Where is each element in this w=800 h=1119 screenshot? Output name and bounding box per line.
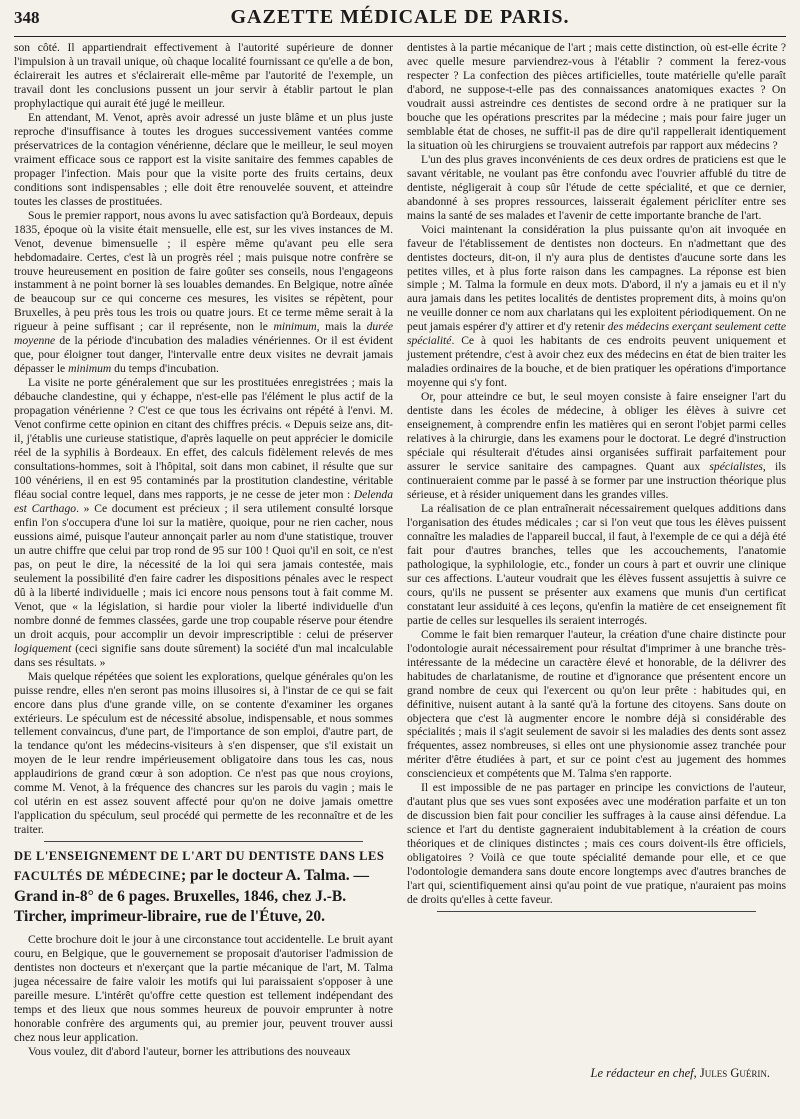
- paragraph: son côté. Il appartiendrait effectivement à l'autorité supérieure de donner l'impulsion à un travail unique, où chaque localité fournissant ce qu'elle a de bon, éclairerait les autres et s'éclairerait elle-même par l'autorité de l'exemple, un travail dont les conclusions pussent un jour servir à établir partout le plan prophylactique qui aurait été jugé le meilleur.: [14, 41, 393, 110]
- left-column: [14, 41, 393, 1059]
- page-header: [14, 6, 786, 37]
- paragraph: La réalisation de ce plan entraînerait nécessairement quelques additions dans l'organisation des études médicales ; car si l'on veut que tous les élèves puissent connaître les maladies de l'appareil buccal, il faut, à l'exemple de ce qui a déjà été fait pour d'autres branches, telles que les accouchements, l'anatomie pathologique, la syphilologie, etc., fonder un cours à part et ouvrir une clinique sur ces affections. L'auteur voudrait que les élèves fussent assujettis à suivre ce cours, qu'ils ne pussent se présenter aux examens que munis d'un certificat constatant leur assiduité à ces leçons, qu'enfin la matière de cet enseignement fît partie de celles sur lesquelles ils seraient interrogés.: [407, 501, 786, 627]
- paragraph: [14, 376, 393, 669]
- paragraph: L'un des plus graves inconvénients de ces deux ordres de praticiens est que le savant véritable, ne voulant pas être confondu avec l'ouvrier affublé du titre de dentiste, négligerait à coup sûr l'étude de cette spécialité, et que ce dernier, abandonné à ses propres ressources, laisserait également périclíter entre ses mains la santé de ses malades et l'avenir de cette importante branche de l'art.: [407, 152, 786, 222]
- separator: [437, 911, 756, 912]
- article-heading: [14, 846, 393, 927]
- paragraph: [407, 390, 786, 502]
- paragraph: dentistes à la partie mécanique de l'art ; mais cette distinction, où est-elle écrite ? avec quelle mesure parviendrez-vous à l'établir ? comment la ferez-vous respecter ? La confection des pièces artificielles, toute matérielle qu'elle paraît d'abord, ne suppose-t-elle pas des connaissances anatomiques exactes ? On voudrait aussi astreindre ces dentistes de second ordre à ne pratiquer sur la bouche que les opérations prescrites par la médecine ; mais pour faire juger un semblable état de choses, ne suffit-il pas de dire qu'il rappellerait identiquement la situation où les chirurgiens se trouvaient autrefois par rapport aux médecins ?: [407, 41, 786, 152]
- italic-term: Delenda est Carthago: [14, 488, 393, 515]
- separator: [44, 841, 363, 842]
- text-run: . » Ce document est précieux ; il sera utilement consulté lorsque enfin l'on s'occupera d'une loi sur la matière, quoique, pour ne rien cacher, nous eussions aimé, puisque l'auteur annonçait parler au nom d'une statistique, trouver un autre chiffre que celui par trop rond de 95 sur 100 ! Quoi qu'il en soit, ce n'est pas, on peut le dire, la nécessité de la loi qui sera jamais contestée, mais seulement la possibilité d'en faire cadrer les dispositions pénales avec le respect dû à la liberté individuelle ; mais ici encore nous pensons tout à fait comme M. Venot, que « la législation, si hardie pour violer la liberté individuelle d'un nombre donné de femmes classées, garde une trop coupable réserve pour étendre un droit acquis, pour accomplir un devoir imprescriptible : celui de préserver: [14, 501, 393, 641]
- editor-signature: [591, 1066, 770, 1081]
- italic-term: spécialistes: [709, 460, 763, 474]
- italic-term: durée moyenne: [14, 320, 393, 348]
- right-column: [407, 41, 786, 1059]
- text-run: , mais la: [316, 320, 367, 334]
- italic-term: logiquement: [14, 641, 72, 655]
- page-number: 348: [14, 8, 40, 27]
- article-title: DE L'ENSEIGNEMENT DE L'ART DU DENTISTE DANS LES FACULTÉS DE MÉDECINE: [14, 849, 385, 884]
- text-run: . Ce à quoi les habitants de ces endroits peuvent uniquement et justement prétendre, c'est à avoir chez eux des médecins en état de bien traiter les maladies ordinaires de la bouche, et de bien pratiquer les opérations d'importance moyenne qui s'y font.: [407, 334, 786, 390]
- paragraph: Il est impossible de ne pas partager en principe les convictions de l'auteur, d'autant plus que ses vues sont exposées avec une modération parfaite et un ton de discussion bien fait pour concilier les suffrages à la cause ainsi défendue. La science et l'art du dentiste gagneraient indubitablement à la création de cours théoriques et de cliniques distinctes ; mais ces cours doivent-ils être officiels, obligatoires ? Voilà ce que toute spécialité demande pour elle, et ce que l'odontologie demandera sans doute encore longtemps avec d'autres branches de l'art qui, scientifiquement ainsi qu'au point de vue pratique, n'auraient pas moins de droits qu'elles à cette faveur.: [407, 781, 786, 907]
- signature-name: Jules Guérin.: [699, 1066, 770, 1080]
- signature-prefix: Le rédacteur en chef,: [590, 1066, 697, 1080]
- text-run: Or, pour atteindre ce but, le seul moyen consiste à faire enseigner l'art du dentiste dans les écoles de médecine, à obliger les élèves à suivre cet enseignement, à comprendre enfin les matières qui en seront l'objet parmi celles relatives à la chirurgie, dans les examens pour le doctorat. Le degré d'instruction spéciale qui résulterait d'études ainsi organisées suffirait parfaitement pour assurer le service sanitaire des campagnes. Quant aux: [407, 390, 786, 474]
- text-run: Voici maintenant la considération la plus puissante qu'on ait invoquée en faveur de l'établissement de dentistes non docteurs. En n'admettant que des dentistes docteurs, dit-on, il n'y aura plus de dentistes d'aucune sorte dans les petites villes, et à plus forte raison dans les campagnes. La réponse est bien simple ; M. Talma la formule en deux mots. D'abord, il n'y a jamais eu et il n'y aura jamais dans les petites localités de dentistes proprement dits, à moins qu'on ne veuille donner ce nom aux charlatans qui les exploitent périodiquement. On ne peut jamais espérer d'y attirer et d'y retenir: [407, 222, 786, 334]
- italic-term: minimum: [68, 362, 112, 376]
- paragraph: En attendant, M. Venot, après avoir adressé un juste blâme et un plus juste reproche d'insuffisance à toutes les drogues successivement vantées comme préservatrices de la contagion vénérienne, déclare que le meilleur, le seul moyen vraiment efficace sous ce rapport est la visite sanitaire des femmes capables de propager l'infection. Mais pour que la visite porte des fruits certains, deux conditions sont indispensables ; elle doit être renouvelée souvent, et atteindre toutes les classes de prostituées.: [14, 110, 393, 208]
- italic-term: des médecins exerçant seulement cette spécialité: [407, 320, 786, 348]
- text-run: du temps d'incubation.: [111, 362, 219, 376]
- text-run: Sous le premier rapport, nous avons lu avec satisfaction qu'à Bordeaux, depuis 1835, époque où la visite était mensuelle, elle est, sur les vives instances de M. Venot, devenue bimensuelle ; il espère même qu'avant peu elle sera hebdomadaire. Certes, c'est là un progrès réel ; mais puisque notre confrère se trouve heureusement en position de faire goûter ses conseils, nous l'engageons instamment à ne point borner là ses louables demandes. En Belgique, notre aînée de beaucoup sur ce qui concerne ces mesures, les visites se répètent, pour Bruxelles, à peu près tous les trois ou quatre jours. Et ce terme même serait à la rigueur à peine suffisant ; car il représente, non le: [14, 208, 393, 334]
- paragraph: Cette brochure doit le jour à une circonstance tout accidentelle. Le bruit ayant couru, en Belgique, que le gouvernement se proposait d'autoriser l'admission de dentistes non docteurs et n'exerçant que la partie mécanique de l'art, M. Talma jugea nécessaire de faire valoir les motifs qui lui paraissaient s'opposer à une pareille mesure. L'intérêt qu'offre cette question est tellement indépendant des temps et des lieux que nous sommes heureux de pouvoir emprunter à notre honorable confrère des arguments qui, au premier jour, peuvent trouver aussi chez nous leur application.: [14, 932, 393, 1044]
- paragraph: Mais quelque répétées que soient les explorations, quelque générales qu'on les puisse rendre, elles n'en seront pas moins illusoires si, à l'instar de ce qui se fait encore dans plus d'une grande ville, on se contente d'examiner les organes extérieurs. Le spéculum est de nécessité absolue, indispensable, et nous sommes tellement convaincus, d'une part, de l'importance de son emploi, d'autre part, de la tendance qu'ont les médecins-visiteurs à s'en dispenser, que s'il existait un moyen de le leur rendre impérieusement obligatoire dans tous les cas, nous applaudirions de grand cœur à son adoption. Ce n'est pas que nous croyions, comme M. Venot, à la fréquence des chancres sur les parois du vagin ; mais le col utérin en est assez souvent affecté pour qu'on ne doive jamais omettre l'application du spéculum, seul procédé qui permette de les reconnaître et de les traiter.: [14, 669, 393, 837]
- text-run: La visite ne porte généralement que sur les prostituées enregistrées ; mais la débauche clandestine, qui y échappe, n'est-elle pas l'élément le plus actif de la propagation vénérienne ? C'est ce que tous les écrivains ont répété à l'envi. M. Venot confirme cette opinion en citant des chiffres précis. « Depuis seize ans, dit-il, j'établis une curieuse statistique, d'après laquelle on peut apprécier le domicile réel de la syphilis à Bordeaux. En effet, des calculs fidèlement relevés de mes consultations-hommes, soit à l'hôpital, soit dans mon cabinet, il résulte que sur 100 vénériens, il en est 95 contaminés par la prostitution clandestine, véritable fléau social contre lequel, dans mes rapports, je ne cesse de jeter mon :: [14, 376, 393, 501]
- journal-title: GAZETTE MÉDICALE DE PARIS.: [230, 6, 570, 28]
- text-run: , ils continueraient comme par le passé à se former par une instruction théorique plus sérieuse, et à résider uniquement dans les grandes villes.: [407, 460, 786, 501]
- paragraph: [407, 223, 786, 391]
- paragraph: [14, 209, 393, 377]
- italic-term: minimum: [273, 320, 317, 334]
- paragraph: Vous voulez, dit d'abord l'auteur, borner les attributions des nouveaux: [28, 1044, 351, 1058]
- text-columns: [14, 41, 786, 1059]
- paragraph: Comme le fait bien remarquer l'auteur, la création d'une chaire distincte pour l'odontologie aurait nécessairement pour résultat d'imprimer à une branche très-intéressante de la médecine un caractère élevé et honorable, de la délivrer des habitudes de charlatanisme, de routine et d'ignorance que présentent encore un grand nombre de ceux qui l'exercent ou qu'on leur prête : habitudes qui, en définitive, nuisent autant à la santé qu'à la fortune des citoyens. Sans doute on objectera que c'est là augmenter encore le nombre déjà si considérable des spécialités ; mais il s'agit seulement de savoir si les maladies des dents sont assez fréquentes, assez nombreuses, si elles ont une physionomie assez tranchée pour mériter d'être étudiées à part, et sur ce point c'est au jugement des hommes consciencieux et compétents que M. Talma s'en rapporte.: [407, 627, 786, 781]
- article-citation: ; par le docteur A. Talma. — Grand in-8° de 6 pages. Bruxelles, 1846, chez J.-B. Tircher, imprimeur-libraire, rue de l'Étuve, 20.: [14, 867, 370, 925]
- text-run: de la période d'incubation des maladies vénériennes. Or il est évident que, pour éloigner tout danger, l'intervalle entre deux visites ne devrait jamais dépasser le: [14, 334, 393, 376]
- text-run: (ceci signifie sans doute sûrement) la société d'un mal incalculable dans ses résultats. »: [14, 641, 393, 669]
